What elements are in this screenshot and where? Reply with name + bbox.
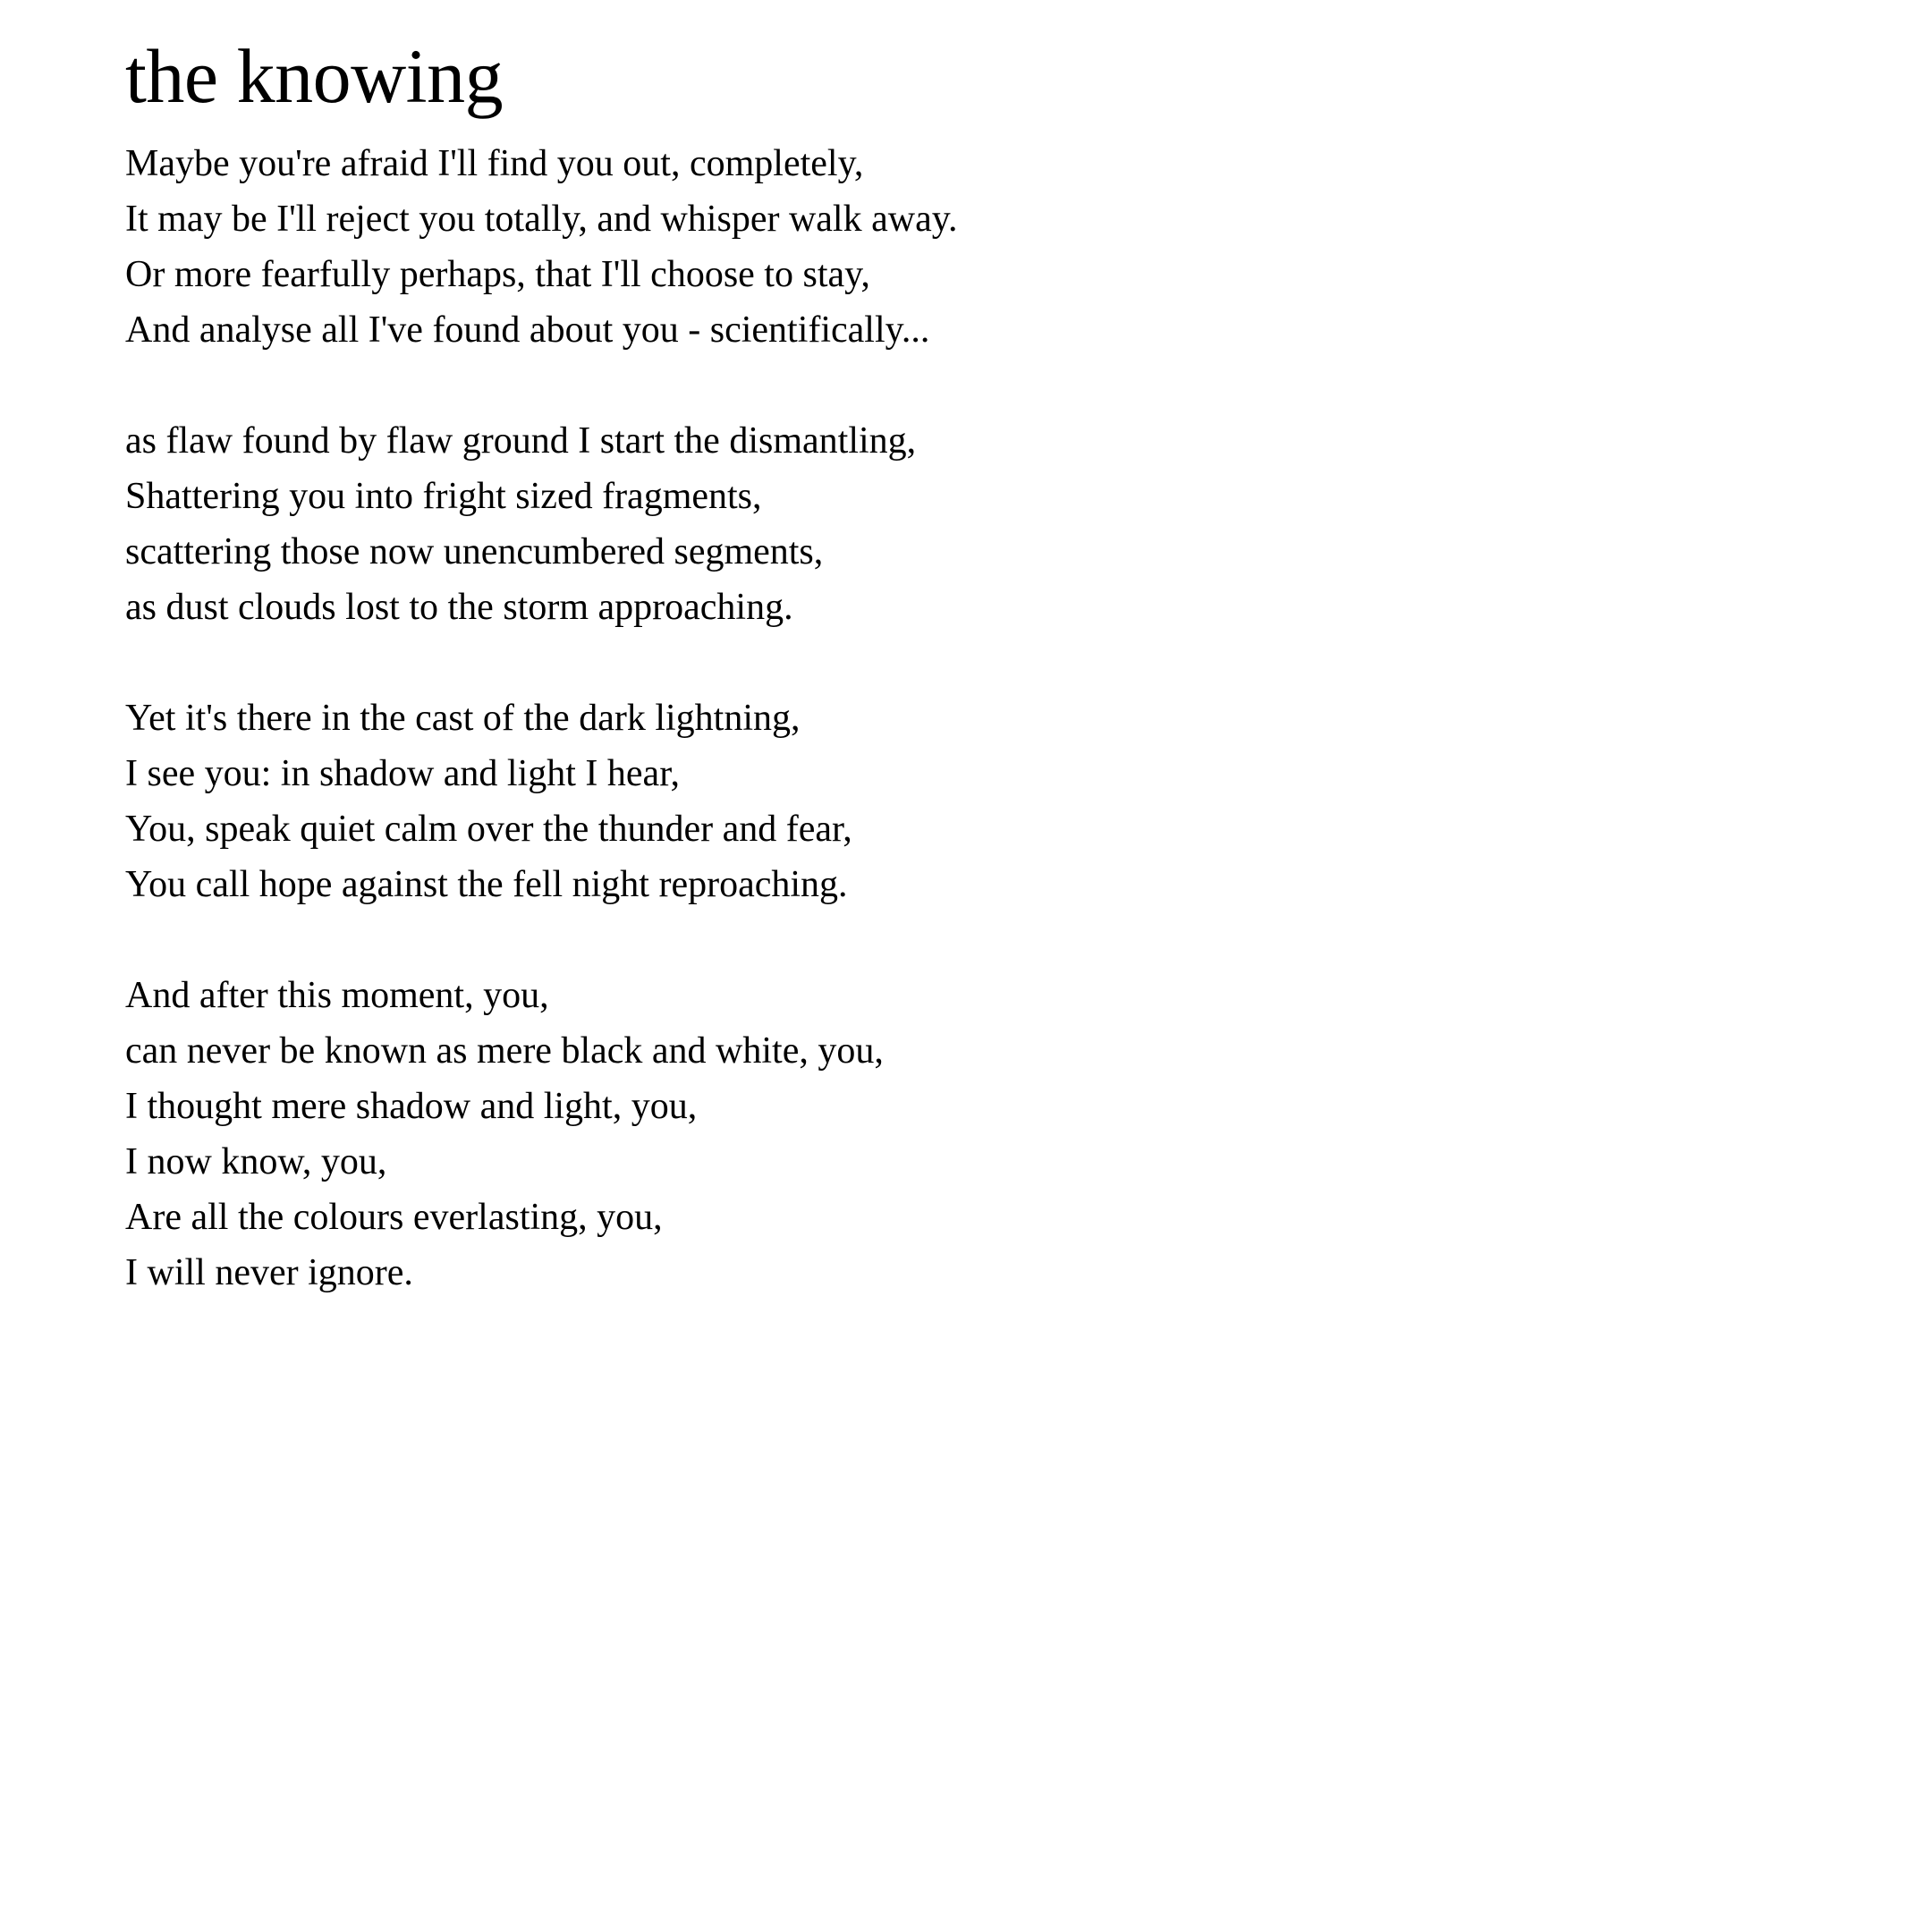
poem-line: can never be known as mere black and white, you, (125, 1030, 884, 1072)
stanza-3 (125, 691, 1735, 912)
poem-line: Yet it's there in the cast of the dark lightning, (125, 698, 801, 740)
poem-line: Maybe you're afraid I'll find you out, completely, (125, 143, 864, 185)
poem-line: Shattering you into fright sized fragments, (125, 476, 762, 518)
poem-line: I now know, you, (125, 1141, 387, 1183)
poem-line: You, speak quiet calm over the thunder and fear, (125, 809, 852, 851)
poem-line: as dust clouds lost to the storm approaching. (125, 587, 793, 629)
stanza-2 (125, 413, 1735, 635)
poem-line: You call hope against the fell night reproaching. (125, 864, 848, 906)
poem-content (125, 33, 1735, 1301)
poem-line: It may be I'll reject you totally, and whisper walk away. (125, 199, 958, 241)
poem-line: Are all the colours everlasting, you, (125, 1197, 663, 1239)
poem-body (125, 136, 1735, 1301)
stanza-4 (125, 968, 1735, 1301)
poem-line: I will never ignore. (125, 1252, 413, 1294)
page-title: the knowing (125, 33, 504, 119)
poem-line: Or more fearfully perhaps, that I'll choose to stay, (125, 254, 870, 296)
poem-line: I thought mere shadow and light, you, (125, 1086, 698, 1128)
poem-line: And after this moment, you, (125, 975, 549, 1017)
poem-line: I see you: in shadow and light I hear, (125, 753, 680, 795)
poem-line: scattering those now unencumbered segments, (125, 531, 824, 573)
poem-line: And analyse all I've found about you - scientifically... (125, 309, 930, 352)
stanza-1 (125, 136, 1735, 358)
poem-line: as flaw found by flaw ground I start the dismantling, (125, 420, 917, 462)
